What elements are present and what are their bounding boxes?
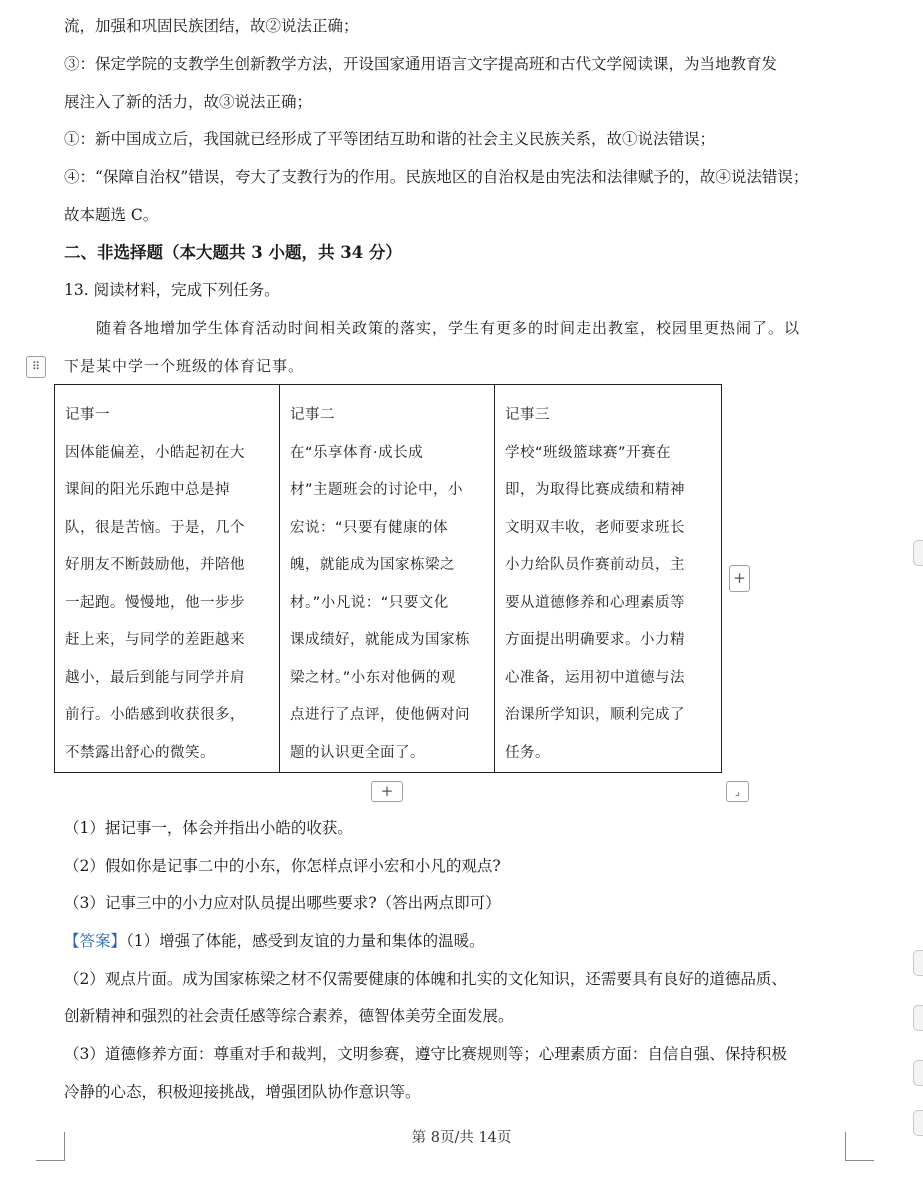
answer-line-1 xyxy=(64,929,854,953)
record-title: 记事二 xyxy=(290,407,335,423)
answer-line: （2）观点片面。成为国家栋梁之材不仅需要健康的体魄和扎实的文化知识，还需要具有良好的道德品质、 xyxy=(64,970,787,988)
section-heading: 二、非选择题（本大题共 3 小题，共 34 分） xyxy=(64,243,402,262)
record-title: 记事三 xyxy=(505,407,550,423)
answer-line: 冷静的心态，积极迎接挑战，增强团队协作意识等。 xyxy=(64,1083,421,1101)
table-cell-record-3[interactable] xyxy=(495,385,722,773)
record-text: 在“乐享体育·成长成 材”主题班会的讨论中，小 宏说：“只要有健康的体 魄，就能成为国家栋梁之 材。”小凡说：“只要文化 课成绩好，就能成为国家栋 梁之材。”小东对他俩的观 点进行了点评，使他俩对问 题的认识更全面了。 xyxy=(290,444,470,761)
side-tab[interactable] xyxy=(913,1110,923,1136)
answer-tag: 【答案】 xyxy=(64,932,127,950)
table-move-handle-icon[interactable]: ⠿ xyxy=(26,356,46,378)
page-footer: 第 8页/共 14页 xyxy=(411,1130,512,1146)
text-line: ①：新中国成立后，我国就已经形成了平等团结互助和谐的社会主义民族关系，故①说法错误； xyxy=(64,130,716,148)
add-column-button[interactable]: + xyxy=(729,565,750,592)
records-table xyxy=(54,384,722,773)
side-tab[interactable] xyxy=(913,950,923,976)
text-line: 故本题选 C。 xyxy=(64,206,159,224)
sub-question-3: （3）记事三中的小力应对队员提出哪些要求?（答出两点即可） xyxy=(64,894,501,912)
question-stem: 13. 阅读材料，完成下列任务。 xyxy=(64,281,280,299)
answer-text: （1）增强了体能，感受到友谊的力量和集体的温暖。 xyxy=(126,932,485,950)
text-line: ③：保定学院的支教学生创新教学方法，开设国家通用语言文字提高班和古代文学阅读课，为当地教育发 xyxy=(64,55,778,73)
table-cell-record-1[interactable] xyxy=(55,385,280,773)
record-title: 记事一 xyxy=(65,407,110,423)
answer-line: 创新精神和强烈的社会责任感等综合素养，德智体美劳全面发展。 xyxy=(64,1007,514,1025)
record-text: 因体能偏差，小皓起初在大 课间的阳光乐跑中总是掉 队，很是苦恼。于是，几个 好朋友不断鼓励他，并陪他 一起跑。慢慢地，他一步步 赶上来，与同学的差距越来 越小，最后到能与同学并肩 前行。小皓感到收获很多， 不禁露出舒心的微笑。 xyxy=(65,444,245,761)
text-line: ④：“保障自治权”错误，夸大了支教行为的作用。民族地区的自治权是由宪法和法律赋予的，故④说法错误； xyxy=(64,168,809,186)
table-row xyxy=(55,385,722,773)
side-tab[interactable] xyxy=(913,1060,923,1086)
table-cell-record-2[interactable] xyxy=(280,385,495,773)
table-resize-handle-icon[interactable]: ⌟ xyxy=(726,781,749,802)
sub-question-2: （2）假如你是记事二中的小东，你怎样点评小宏和小凡的观点? xyxy=(64,857,501,875)
text-line: 流，加强和巩固民族团结，故②说法正确； xyxy=(64,17,359,35)
material-intro: 随着各地增加学生体育活动时间相关政策的落实，学生有更多的时间走出教室，校园里更热闹了。以 xyxy=(96,319,801,337)
side-tab[interactable] xyxy=(913,540,923,566)
text-line: 展注入了新的活力，故③说法正确； xyxy=(64,93,313,111)
add-row-button[interactable]: + xyxy=(371,781,403,802)
record-text: 学校“班级篮球赛”开赛在 即，为取得比赛成绩和精神 文明双丰收，老师要求班长 小力给队员作赛前动员，主 要从道德修养和心理素质等 方面提出明确要求。小力精 心准备，运用初中道德与法 治课所学知识，顺利完成了 任务。 xyxy=(505,444,685,761)
side-tab[interactable] xyxy=(913,1005,923,1031)
sub-question-1: （1）据记事一，体会并指出小皓的收获。 xyxy=(64,819,353,837)
material-intro: 下是某中学一个班级的体育记事。 xyxy=(64,357,305,375)
answer-line: （3）道德修养方面：尊重对手和裁判，文明参赛，遵守比赛规则等；心理素质方面：自信自强、保持积极 xyxy=(64,1045,787,1063)
